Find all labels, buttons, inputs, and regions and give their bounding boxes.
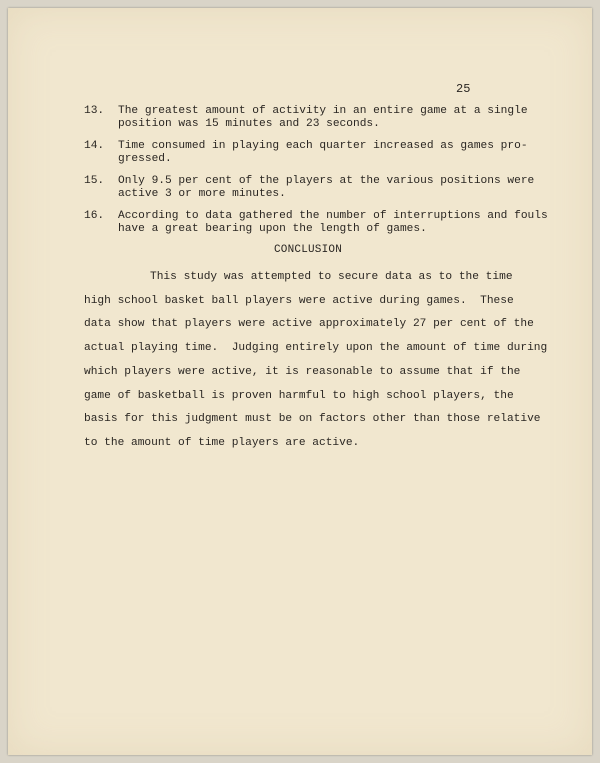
findings-list: [84, 105, 564, 245]
list-item: [84, 105, 564, 131]
list-item: [84, 175, 564, 201]
conclusion-paragraph: [84, 266, 564, 456]
item-number: 15.: [84, 175, 105, 187]
list-item: [84, 140, 564, 166]
paragraph-line: data show that players were active approximately 27 per cent of the: [84, 318, 534, 331]
paragraph-line: This study was attempted to secure data as to the time: [150, 271, 513, 283]
page-number: 25: [456, 82, 471, 96]
item-text: Time consumed in playing each quarter increased as games pro- gressed.: [118, 140, 528, 165]
paragraph-line: high school basket ball players were active during games. These: [84, 294, 514, 307]
paragraph-line: game of basketball is proven harmful to high school players, the: [84, 389, 514, 402]
item-number: 16.: [84, 210, 105, 222]
item-text: The greatest amount of activity in an entire game at a single position was 15 minutes and 23 seconds.: [118, 105, 528, 130]
list-item: [84, 210, 564, 236]
item-number: 13.: [84, 105, 105, 117]
paragraph-line: basis for this judgment must be on factors other than those relative: [84, 413, 541, 426]
paragraph-line: to the amount of time players are active.: [84, 436, 360, 449]
conclusion-heading: CONCLUSION: [273, 244, 342, 256]
paper-sheet: [8, 8, 592, 755]
paragraph-line: actual playing time. Judging entirely upon the amount of time during: [84, 342, 548, 355]
item-number: 14.: [84, 140, 105, 152]
item-text: According to data gathered the number of interruptions and fouls have a great bearing upon the length of games.: [118, 210, 548, 235]
item-text: Only 9.5 per cent of the players at the various positions were active 3 or more minutes.: [118, 175, 535, 200]
paragraph-line: which players were active, it is reasonable to assume that if the: [84, 365, 521, 378]
